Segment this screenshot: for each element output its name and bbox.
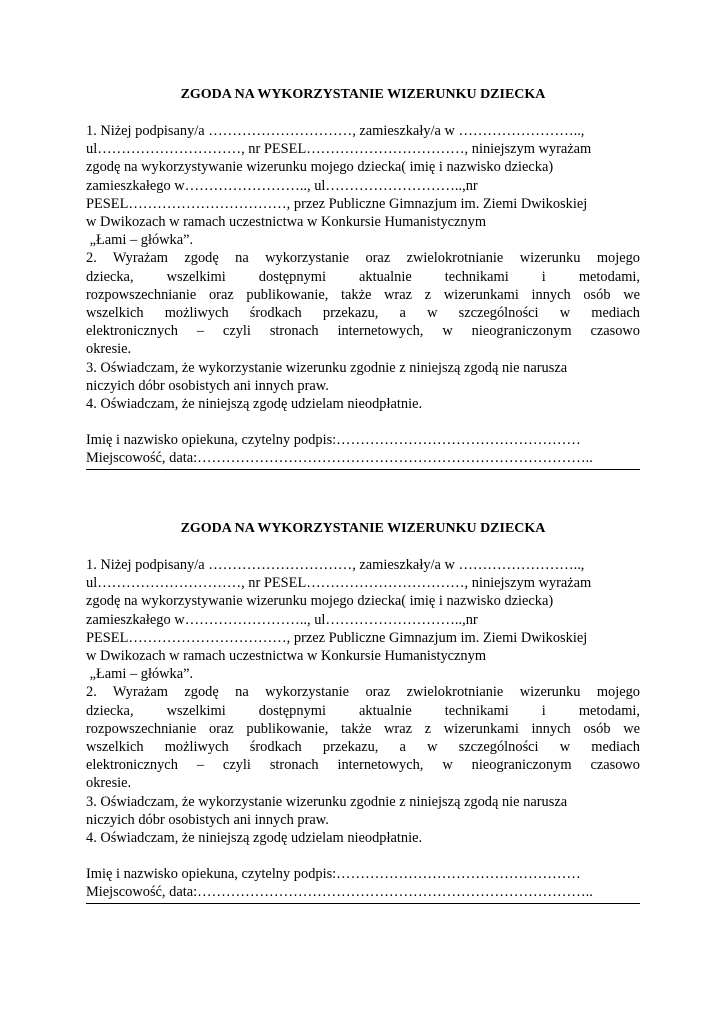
text-line: zgodę na wykorzystywanie wizerunku mojego dziecka( imię i nazwisko dziecka) <box>86 593 554 610</box>
text-line: PESEL……………………………, przez Publiczne Gimnazjum im. Ziemi Dwikoskiej <box>86 629 588 646</box>
text-line: okresie. <box>86 775 132 792</box>
text-line: wszelkich możliwych środkach przekazu, a w szczególności w mediach <box>86 739 640 756</box>
text-line: 1. Niżej podpisany/a …………………………, zamieszkały/a w …………………….., <box>86 123 585 139</box>
text-line: 1. Niżej podpisany/a …………………………, zamieszkały/a w …………………….., <box>86 557 585 573</box>
paragraph-1 <box>86 556 640 683</box>
text-line: rozpowszechnianie oraz publikowanie, także wraz z wizerunkami innych osób we <box>86 720 640 737</box>
place-date-line: Miejscowość, data:……………………………………………………………………….. <box>86 449 640 469</box>
signature-line: Imię i nazwisko opiekuna, czytelny podpis:…………………………………………… <box>86 432 581 449</box>
paragraph-4 <box>86 829 640 847</box>
paragraph-2 <box>86 683 640 792</box>
text-line: wszelkich możliwych środkach przekazu, a w szczególności w mediach <box>86 305 640 322</box>
paragraph-2 <box>86 249 640 358</box>
form-title: ZGODA NA WYKORZYSTANIE WIZERUNKU DZIECKA <box>180 87 546 102</box>
text-line: rozpowszechnianie oraz publikowanie, także wraz z wizerunkami innych osób we <box>86 286 640 303</box>
paragraph-3 <box>86 359 640 395</box>
paragraph-3 <box>86 793 640 829</box>
consent-form-2 <box>86 520 640 904</box>
text-line: ul…………………………, nr PESEL……………………………, niniejszym wyrażam <box>86 575 592 592</box>
text-line: 4. Oświadczam, że niniejszą zgodę udzielam nieodpłatnie. <box>86 830 423 847</box>
text-line: niczyich dóbr osobistych ani innych praw. <box>86 377 329 394</box>
place-date-line: Miejscowość, data:……………………………………………………………………….. <box>86 883 640 903</box>
text-line: elektronicznych – czyli stronach internetowych, w nieograniczonym czasowo <box>86 323 640 340</box>
text-line: 3. Oświadczam, że wykorzystanie wizerunku zgodnie z niniejszą zgodą nie narusza <box>86 359 568 376</box>
text-line: w Dwikozach w ramach uczestnictwa w Konkursie Humanistycznym <box>86 648 487 665</box>
text-line: okresie. <box>86 341 132 358</box>
text-line: 2. Wyrażam zgodę na wykorzystanie oraz zwielokrotnianie wizerunku mojego <box>86 684 640 701</box>
text-line: elektronicznych – czyli stronach internetowych, w nieograniczonym czasowo <box>86 757 640 774</box>
paragraph-1 <box>86 122 640 249</box>
text-line: w Dwikozach w ramach uczestnictwa w Konkursie Humanistycznym <box>86 214 487 231</box>
text-line: dziecka, wszelkimi dostępnymi aktualnie technikami i metodami, <box>86 702 640 719</box>
text-line: zamieszkałego w…………………….., ul………………………..,nr <box>86 177 478 194</box>
form-title: ZGODA NA WYKORZYSTANIE WIZERUNKU DZIECKA <box>180 521 546 536</box>
text-line: 3. Oświadczam, że wykorzystanie wizerunku zgodnie z niniejszą zgodą nie narusza <box>86 793 568 810</box>
text-line: zamieszkałego w…………………….., ul………………………..,nr <box>86 611 478 628</box>
signature-line: Imię i nazwisko opiekuna, czytelny podpis:…………………………………………… <box>86 866 581 883</box>
text-line: ul…………………………, nr PESEL……………………………, niniejszym wyrażam <box>86 141 592 158</box>
text-line: „Łami – główka”. <box>86 232 194 249</box>
text-line: PESEL……………………………, przez Publiczne Gimnazjum im. Ziemi Dwikoskiej <box>86 195 588 212</box>
text-line: 4. Oświadczam, że niniejszą zgodę udzielam nieodpłatnie. <box>86 396 423 413</box>
text-line: 2. Wyrażam zgodę na wykorzystanie oraz zwielokrotnianie wizerunku mojego <box>86 250 640 267</box>
text-line: niczyich dóbr osobistych ani innych praw. <box>86 811 329 828</box>
consent-form-1 <box>86 86 640 470</box>
text-line: zgodę na wykorzystywanie wizerunku mojego dziecka( imię i nazwisko dziecka) <box>86 159 554 176</box>
text-line: „Łami – główka”. <box>86 666 194 683</box>
paragraph-4 <box>86 395 640 413</box>
text-line: dziecka, wszelkimi dostępnymi aktualnie technikami i metodami, <box>86 268 640 285</box>
